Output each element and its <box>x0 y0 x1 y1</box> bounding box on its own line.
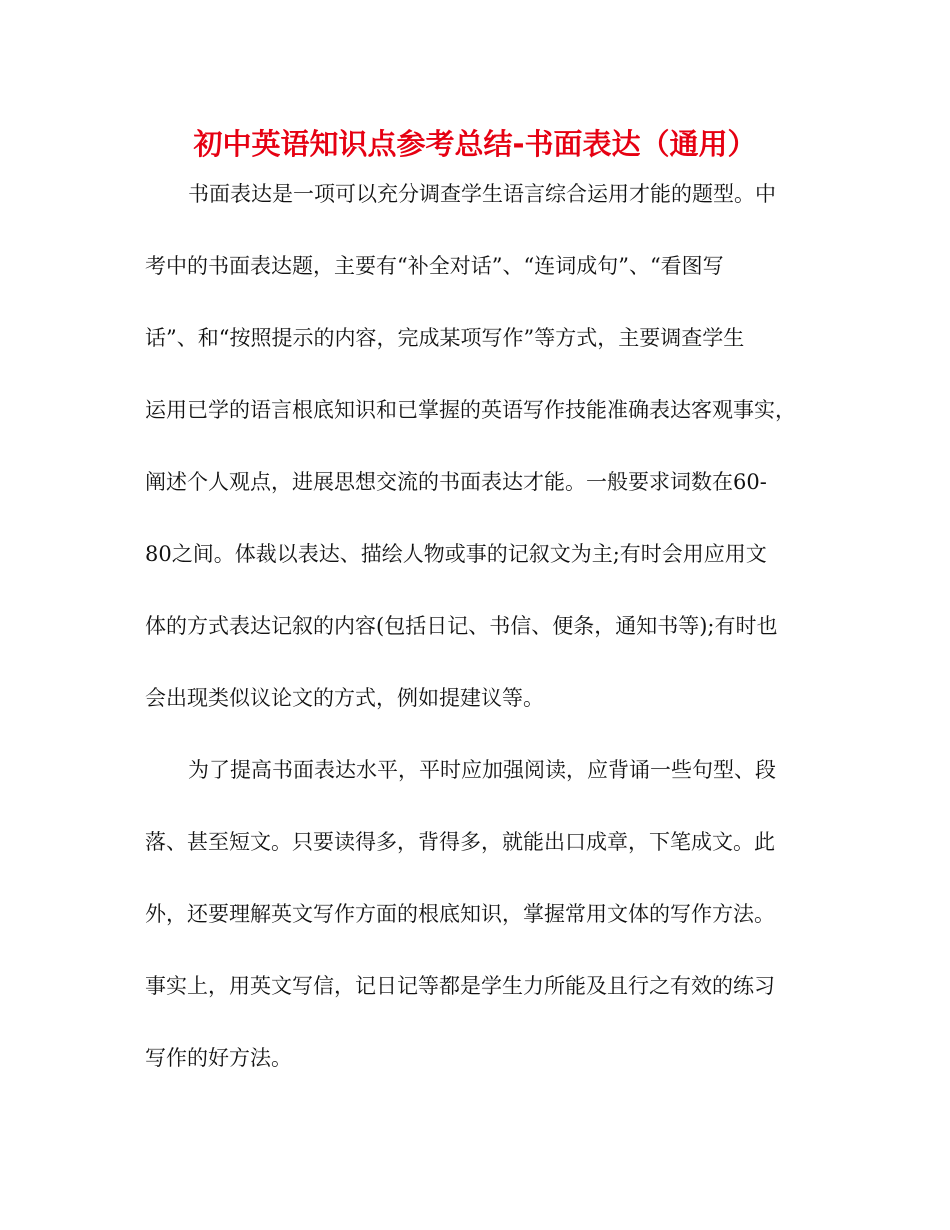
paragraph-line: 体的方式表达记叙的内容(包括日记、书信、便条，通知书等);有时也 <box>145 614 778 638</box>
paragraph-line: 阐述个人观点，进展思想交流的书面表达才能。一般要求词数在60- <box>145 470 767 494</box>
paragraph-line: 外，还要理解英文写作方面的根底知识，掌握常用文体的写作方法。 <box>145 902 775 926</box>
paragraph-line: 书面表达是一项可以充分调查学生语言综合运用才能的题型。中 <box>188 182 776 206</box>
paragraph-line: 运用已学的语言根底知识和已掌握的英语写作技能准确表达客观事实， <box>145 398 796 422</box>
paragraph-line: 考中的书面表达题，主要有“补全对话”、“连词成句”、“看图写 <box>145 254 724 278</box>
paragraph-line: 80之间。体裁以表达、描绘人物或事的记叙文为主;有时会用应用文 <box>145 542 767 566</box>
paragraph-line: 话”、和“按照提示的内容，完成某项写作”等方式，主要调查学生 <box>145 326 745 350</box>
paragraph-line: 写作的好方法。 <box>145 1046 292 1070</box>
paragraph-line: 事实上，用英文写信，记日记等都是学生力所能及且行之有效的练习 <box>145 974 775 998</box>
document-title: 初中英语知识点参考总结-书面表达（通用） <box>193 127 757 161</box>
paragraph-2 <box>145 734 810 1094</box>
paragraph-line: 落、甚至短文。只要读得多，背得多，就能出口成章，下笔成文。此 <box>145 830 775 854</box>
paragraph-1 <box>145 158 810 734</box>
paragraph-line: 会出现类似议论文的方式，例如提建议等。 <box>145 686 544 710</box>
paragraph-line: 为了提高书面表达水平，平时应加强阅读，应背诵一些句型、段 <box>188 758 776 782</box>
